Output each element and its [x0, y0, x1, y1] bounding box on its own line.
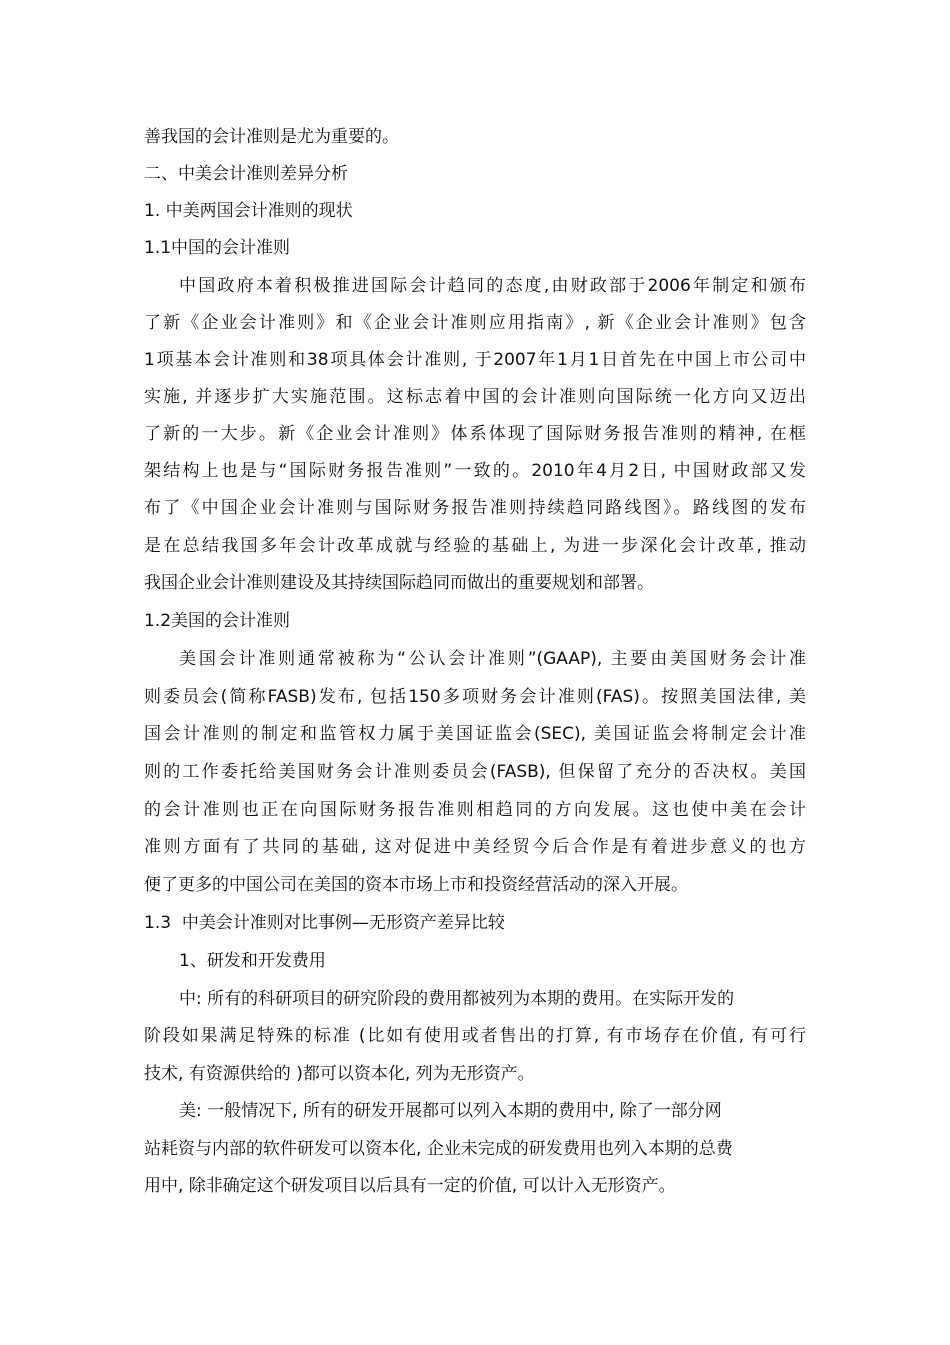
list-heading: 1、研发和开发费用: [179, 951, 326, 971]
paragraph-line: 阶段如果满足特殊的标准 (比如有使用或者售出的打算, 有市场存在价值, 有可行: [144, 1026, 806, 1046]
paragraph-line: 站耗资与内部的软件研发可以资本化, 企业未完成的研发费用也列入本期的总费: [144, 1139, 733, 1159]
paragraph-line: 技术, 有资源供给的 )都可以资本化, 列为无形资产。: [144, 1064, 535, 1084]
subsection-heading: 1.1中国的会计准则: [144, 238, 291, 258]
paragraph-line: 实施, 并逐步扩大实施范围。这标志着中国的会计准则向国际统一化方向又迈出: [144, 387, 806, 407]
paragraph-line: 国会计准则的制定和监管权力属于美国证监会(SEC), 美国证监会将制定会计准: [144, 724, 806, 744]
paragraph-line: 了新的一大步。新《企业会计准则》体系体现了国际财务报告准则的精神, 在框: [144, 424, 806, 444]
paragraph-line: 则委员会(简称FASB)发布, 包括150多项财务会计准则(FAS)。按照美国法律, 美: [144, 687, 806, 707]
paragraph-line: 美国会计准则通常被称为“公认会计准则”(GAAP), 主要由美国财务会计准: [179, 649, 806, 669]
paragraph-line: 架结构上也是与“国际财务报告准则”一致的。2010年4月2日, 中国财政部又发: [144, 461, 806, 481]
paragraph-line: 则的工作委托给美国财务会计准则委员会(FASB), 但保留了充分的否决权。美国: [144, 762, 806, 782]
paragraph-line: 的会计准则也正在向国际财务报告准则相趋同的方向发展。这也使中美在会计: [144, 800, 806, 820]
paragraph-line: 是在总结我国多年会计改革成就与经验的基础上, 为进一步深化会计改革, 推动: [144, 536, 806, 556]
paragraph-line: 1项基本会计准则和38项具体会计准则, 于2007年1月1日首先在中国上市公司中: [144, 350, 806, 370]
paragraph-line: 中国政府本着积极推进国际会计趋同的态度,由财政部于2006年制定和颁布: [179, 276, 806, 296]
paragraph-line: 用中, 除非确定这个研发项目以后具有一定的价值, 可以计入无形资产。: [144, 1176, 676, 1196]
paragraph-line: 我国企业会计准则建设及其持续国际趋同而做出的重要规划和部署。: [144, 573, 654, 593]
subsection-heading: 1.3 中美会计准则对比事例—无形资产差异比较: [144, 913, 505, 933]
paragraph-line: 了新《企业会计准则》和《企业会计准则应用指南》, 新《企业会计准则》包含: [144, 313, 806, 333]
paragraph-line: 美: 一般情况下, 所有的研发开展都可以列入本期的费用中, 除了一部分网: [179, 1101, 722, 1121]
subsection-heading: 1. 中美两国会计准则的现状: [144, 201, 353, 221]
paragraph-line: 善我国的会计准则是尤为重要的。: [144, 127, 399, 147]
paragraph-line: 便了更多的中国公司在美国的资本市场上市和投资经营活动的深入开展。: [144, 875, 688, 895]
paragraph-line: 布了《中国企业会计准则与国际财务报告准则持续趋同路线图》。路线图的发布: [144, 498, 806, 518]
paragraph-line: 准则方面有了共同的基础, 这对促进中美经贸今后合作是有着进步意义的也方: [144, 837, 806, 857]
subsection-heading: 1.2美国的会计准则: [144, 611, 291, 631]
paragraph-line: 中: 所有的科研项目的研究阶段的费用都被列为本期的费用。在实际开发的: [179, 989, 735, 1009]
section-heading: 二、中美会计准则差异分析: [144, 164, 348, 184]
